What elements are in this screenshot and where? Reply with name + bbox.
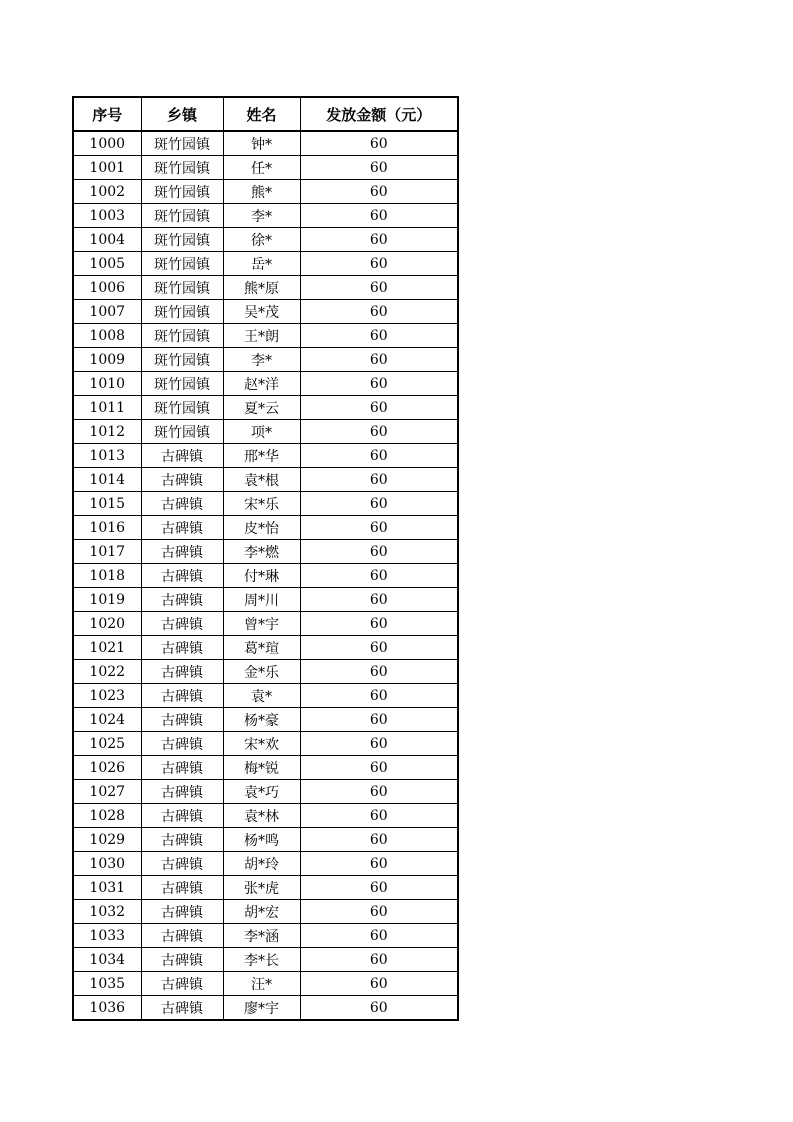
table-row xyxy=(73,948,458,972)
cell-amount: 60 xyxy=(300,420,458,444)
header-name: 姓名 xyxy=(223,97,300,131)
cell-name: 曾*宇 xyxy=(223,612,300,636)
table-row xyxy=(73,396,458,420)
cell-name: 金*乐 xyxy=(223,660,300,684)
cell-serial-number: 1021 xyxy=(73,636,141,660)
cell-township: 古碑镇 xyxy=(141,468,223,492)
cell-name: 徐* xyxy=(223,228,300,252)
cell-township: 古碑镇 xyxy=(141,492,223,516)
cell-serial-number: 1007 xyxy=(73,300,141,324)
cell-name: 袁*林 xyxy=(223,804,300,828)
cell-name: 皮*怡 xyxy=(223,516,300,540)
cell-township: 古碑镇 xyxy=(141,972,223,996)
cell-township: 斑竹园镇 xyxy=(141,396,223,420)
cell-township: 古碑镇 xyxy=(141,924,223,948)
cell-township: 斑竹园镇 xyxy=(141,420,223,444)
cell-serial-number: 1003 xyxy=(73,204,141,228)
cell-serial-number: 1001 xyxy=(73,156,141,180)
cell-serial-number: 1006 xyxy=(73,276,141,300)
table-row xyxy=(73,156,458,180)
cell-amount: 60 xyxy=(300,228,458,252)
cell-serial-number: 1013 xyxy=(73,444,141,468)
cell-township: 古碑镇 xyxy=(141,444,223,468)
cell-amount: 60 xyxy=(300,300,458,324)
table-row xyxy=(73,708,458,732)
cell-serial-number: 1034 xyxy=(73,948,141,972)
cell-amount: 60 xyxy=(300,180,458,204)
cell-serial-number: 1008 xyxy=(73,324,141,348)
cell-serial-number: 1016 xyxy=(73,516,141,540)
table-row xyxy=(73,780,458,804)
cell-amount: 60 xyxy=(300,444,458,468)
table-row xyxy=(73,540,458,564)
cell-township: 古碑镇 xyxy=(141,780,223,804)
cell-name: 袁*巧 xyxy=(223,780,300,804)
cell-township: 斑竹园镇 xyxy=(141,204,223,228)
cell-name: 梅*锐 xyxy=(223,756,300,780)
cell-amount: 60 xyxy=(300,900,458,924)
cell-amount: 60 xyxy=(300,732,458,756)
table-row xyxy=(73,516,458,540)
cell-township: 古碑镇 xyxy=(141,996,223,1021)
cell-name: 付*琳 xyxy=(223,564,300,588)
table-row xyxy=(73,852,458,876)
cell-name: 岳* xyxy=(223,252,300,276)
table-row xyxy=(73,204,458,228)
cell-serial-number: 1025 xyxy=(73,732,141,756)
cell-serial-number: 1017 xyxy=(73,540,141,564)
cell-township: 古碑镇 xyxy=(141,708,223,732)
table-row xyxy=(73,612,458,636)
cell-amount: 60 xyxy=(300,948,458,972)
cell-name: 夏*云 xyxy=(223,396,300,420)
table-row xyxy=(73,372,458,396)
table-row xyxy=(73,324,458,348)
table-row xyxy=(73,492,458,516)
cell-serial-number: 1022 xyxy=(73,660,141,684)
table-row xyxy=(73,131,458,156)
cell-serial-number: 1035 xyxy=(73,972,141,996)
cell-amount: 60 xyxy=(300,780,458,804)
cell-serial-number: 1002 xyxy=(73,180,141,204)
cell-name: 廖*宇 xyxy=(223,996,300,1021)
table-row xyxy=(73,588,458,612)
cell-amount: 60 xyxy=(300,156,458,180)
cell-name: 汪* xyxy=(223,972,300,996)
cell-name: 王*朗 xyxy=(223,324,300,348)
table-body xyxy=(73,131,458,1020)
header-township: 乡镇 xyxy=(141,97,223,131)
cell-township: 古碑镇 xyxy=(141,804,223,828)
cell-serial-number: 1011 xyxy=(73,396,141,420)
table-row xyxy=(73,924,458,948)
cell-township: 斑竹园镇 xyxy=(141,348,223,372)
cell-amount: 60 xyxy=(300,684,458,708)
table-header xyxy=(73,97,458,131)
cell-name: 胡*玲 xyxy=(223,852,300,876)
cell-name: 胡*宏 xyxy=(223,900,300,924)
cell-name: 葛*瑄 xyxy=(223,636,300,660)
cell-amount: 60 xyxy=(300,564,458,588)
cell-township: 古碑镇 xyxy=(141,660,223,684)
cell-township: 古碑镇 xyxy=(141,732,223,756)
table-row xyxy=(73,732,458,756)
table-row xyxy=(73,660,458,684)
cell-name: 钟* xyxy=(223,131,300,156)
cell-name: 李* xyxy=(223,204,300,228)
cell-amount: 60 xyxy=(300,131,458,156)
cell-township: 古碑镇 xyxy=(141,828,223,852)
table-row xyxy=(73,348,458,372)
cell-serial-number: 1024 xyxy=(73,708,141,732)
cell-township: 斑竹园镇 xyxy=(141,372,223,396)
cell-serial-number: 1015 xyxy=(73,492,141,516)
cell-amount: 60 xyxy=(300,804,458,828)
table-row xyxy=(73,228,458,252)
cell-serial-number: 1036 xyxy=(73,996,141,1021)
cell-amount: 60 xyxy=(300,516,458,540)
cell-township: 古碑镇 xyxy=(141,684,223,708)
table-row xyxy=(73,180,458,204)
cell-township: 古碑镇 xyxy=(141,876,223,900)
cell-serial-number: 1005 xyxy=(73,252,141,276)
cell-serial-number: 1018 xyxy=(73,564,141,588)
cell-name: 杨*豪 xyxy=(223,708,300,732)
cell-serial-number: 1029 xyxy=(73,828,141,852)
header-serial-number: 序号 xyxy=(73,97,141,131)
cell-amount: 60 xyxy=(300,492,458,516)
cell-amount: 60 xyxy=(300,276,458,300)
table-row xyxy=(73,684,458,708)
cell-serial-number: 1000 xyxy=(73,131,141,156)
cell-township: 古碑镇 xyxy=(141,516,223,540)
cell-serial-number: 1032 xyxy=(73,900,141,924)
cell-township: 斑竹园镇 xyxy=(141,131,223,156)
table-row xyxy=(73,900,458,924)
cell-amount: 60 xyxy=(300,828,458,852)
cell-township: 古碑镇 xyxy=(141,588,223,612)
cell-amount: 60 xyxy=(300,324,458,348)
cell-township: 古碑镇 xyxy=(141,900,223,924)
table-row xyxy=(73,876,458,900)
cell-amount: 60 xyxy=(300,204,458,228)
cell-amount: 60 xyxy=(300,348,458,372)
cell-serial-number: 1026 xyxy=(73,756,141,780)
table-row xyxy=(73,828,458,852)
cell-serial-number: 1009 xyxy=(73,348,141,372)
table-row xyxy=(73,756,458,780)
cell-name: 项* xyxy=(223,420,300,444)
cell-name: 李*长 xyxy=(223,948,300,972)
cell-amount: 60 xyxy=(300,756,458,780)
table-row xyxy=(73,444,458,468)
table-row xyxy=(73,276,458,300)
cell-name: 袁* xyxy=(223,684,300,708)
cell-serial-number: 1030 xyxy=(73,852,141,876)
cell-serial-number: 1012 xyxy=(73,420,141,444)
cell-name: 宋*欢 xyxy=(223,732,300,756)
cell-serial-number: 1004 xyxy=(73,228,141,252)
cell-township: 斑竹园镇 xyxy=(141,252,223,276)
table-row xyxy=(73,468,458,492)
cell-township: 斑竹园镇 xyxy=(141,180,223,204)
cell-name: 熊*原 xyxy=(223,276,300,300)
cell-amount: 60 xyxy=(300,636,458,660)
cell-name: 袁*根 xyxy=(223,468,300,492)
table-row xyxy=(73,420,458,444)
cell-serial-number: 1020 xyxy=(73,612,141,636)
cell-township: 斑竹园镇 xyxy=(141,228,223,252)
table-row xyxy=(73,996,458,1021)
cell-township: 古碑镇 xyxy=(141,540,223,564)
cell-serial-number: 1033 xyxy=(73,924,141,948)
header-amount: 发放金额（元） xyxy=(300,97,458,131)
cell-amount: 60 xyxy=(300,660,458,684)
cell-name: 张*虎 xyxy=(223,876,300,900)
cell-township: 古碑镇 xyxy=(141,612,223,636)
cell-name: 周*川 xyxy=(223,588,300,612)
cell-serial-number: 1010 xyxy=(73,372,141,396)
cell-amount: 60 xyxy=(300,708,458,732)
cell-amount: 60 xyxy=(300,852,458,876)
cell-township: 古碑镇 xyxy=(141,756,223,780)
cell-amount: 60 xyxy=(300,588,458,612)
table-row xyxy=(73,300,458,324)
cell-amount: 60 xyxy=(300,540,458,564)
cell-amount: 60 xyxy=(300,924,458,948)
cell-name: 赵*洋 xyxy=(223,372,300,396)
cell-name: 邢*华 xyxy=(223,444,300,468)
cell-township: 古碑镇 xyxy=(141,636,223,660)
cell-township: 斑竹园镇 xyxy=(141,324,223,348)
cell-amount: 60 xyxy=(300,468,458,492)
cell-amount: 60 xyxy=(300,396,458,420)
cell-name: 李* xyxy=(223,348,300,372)
cell-name: 熊* xyxy=(223,180,300,204)
cell-name: 杨*鸣 xyxy=(223,828,300,852)
cell-township: 古碑镇 xyxy=(141,564,223,588)
cell-serial-number: 1023 xyxy=(73,684,141,708)
cell-amount: 60 xyxy=(300,996,458,1021)
cell-name: 吴*茂 xyxy=(223,300,300,324)
cell-amount: 60 xyxy=(300,252,458,276)
cell-township: 斑竹园镇 xyxy=(141,156,223,180)
cell-township: 古碑镇 xyxy=(141,852,223,876)
cell-name: 任* xyxy=(223,156,300,180)
cell-serial-number: 1031 xyxy=(73,876,141,900)
cell-amount: 60 xyxy=(300,876,458,900)
cell-serial-number: 1014 xyxy=(73,468,141,492)
subsidy-table xyxy=(72,96,459,1021)
table-row xyxy=(73,564,458,588)
cell-serial-number: 1027 xyxy=(73,780,141,804)
table-row xyxy=(73,252,458,276)
cell-name: 李*涵 xyxy=(223,924,300,948)
table-row xyxy=(73,636,458,660)
header-row xyxy=(73,97,458,131)
cell-amount: 60 xyxy=(300,372,458,396)
cell-amount: 60 xyxy=(300,612,458,636)
cell-township: 斑竹园镇 xyxy=(141,300,223,324)
table-row xyxy=(73,972,458,996)
cell-name: 宋*乐 xyxy=(223,492,300,516)
cell-township: 斑竹园镇 xyxy=(141,276,223,300)
cell-township: 古碑镇 xyxy=(141,948,223,972)
cell-serial-number: 1028 xyxy=(73,804,141,828)
cell-amount: 60 xyxy=(300,972,458,996)
cell-name: 李*燃 xyxy=(223,540,300,564)
table-row xyxy=(73,804,458,828)
cell-serial-number: 1019 xyxy=(73,588,141,612)
